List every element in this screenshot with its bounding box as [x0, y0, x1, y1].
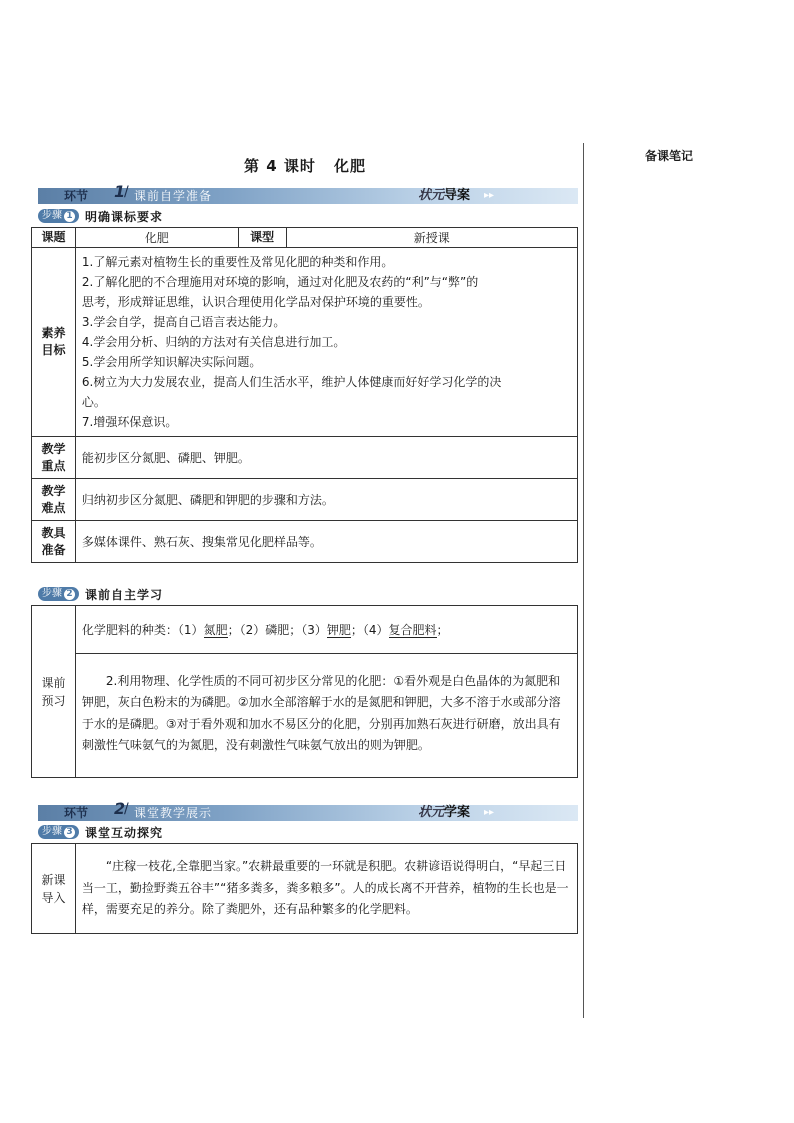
title-topic: 化肥	[333, 157, 366, 175]
goal-line: 1.了解元素对植物生长的重要性及常见化肥的种类和作用。	[81, 255, 394, 269]
key-point-text: 能初步区分氮肥、磷肥、钾肥。	[75, 437, 577, 479]
lesson-goals-table	[31, 227, 578, 563]
goal-line: 4.学会用分析、归纳的方法对有关信息进行加工。	[81, 335, 346, 349]
goal-line: 3.学会自学，提高自己语言表达能力。	[81, 315, 286, 329]
answer-blank: 钾肥	[326, 622, 351, 637]
goal-line: 2.了解化肥的不合理施用对环境的影响，通过对化肥及农药的“利”与“弊”的	[81, 275, 479, 289]
section-banner-2: 环节 2 / 课堂教学展示 状元学案 ▸▸	[38, 805, 578, 821]
intro-paragraph: “庄稼一枝花,全靠肥当家。”农耕最重要的一环就是积肥。农耕谚语说得明白，“早起三日当一工，勤捡野粪五谷丰”“猪多粪多，粪多粮多”。人的成长离不开营养，植物的生长也是一样，需要充足的养分。除了粪肥外，还有品种繁多的化学肥料。	[75, 844, 577, 934]
tools-text: 多媒体课件、熟石灰、搜集常见化肥样品等。	[75, 521, 577, 563]
goals-label: 素养 目标	[32, 248, 76, 437]
difficulty-text: 归纳初步区分氮肥、磷肥和钾肥的步骤和方法。	[75, 479, 577, 521]
notes-divider	[583, 143, 584, 1018]
step-title: 课堂互动探究	[85, 825, 164, 840]
preview-table	[31, 605, 578, 778]
goal-line: 思考，形成辩证思维，认识合理使用化学品对保护环境的重要性。	[81, 295, 430, 309]
lesson-notes-heading: 备课笔记	[645, 149, 694, 163]
cell-topic-value: 化肥	[75, 228, 238, 248]
cell-topic-label: 课题	[32, 228, 76, 248]
tools-label: 教具 准备	[32, 521, 76, 563]
goal-line: 5.学会用所学知识解决实际问题。	[81, 355, 262, 369]
step-title: 课前自主学习	[85, 587, 164, 602]
cell-type-label: 课型	[238, 228, 286, 248]
intro-table	[31, 843, 578, 934]
title-lesson: 第 4 课时	[244, 157, 316, 175]
step-label-2: 步骤 2 课前自主学习	[38, 587, 163, 601]
goals-list	[75, 248, 577, 437]
double-arrow-icon: ▸▸	[484, 807, 495, 818]
answer-blank: 氮肥	[203, 622, 228, 637]
goal-line: 7.增强环保意识。	[81, 415, 178, 429]
step-label-3: 步骤 3 课堂互动探究	[38, 825, 163, 839]
step-label-1: 步骤 1 明确课标要求	[38, 209, 163, 223]
difficulty-label: 教学 难点	[32, 479, 76, 521]
goal-line: 6.树立为大力发展农业，提高人们生活水平，维护人体健康而好好学习化学的决	[81, 375, 502, 389]
fertilizer-types: 化学肥料的种类：（1）氮肥；（2）磷肥；（3）钾肥；（4）复合肥料；	[75, 606, 577, 654]
answer-blank: 复合肥料	[388, 622, 437, 637]
goal-line: 心。	[81, 395, 106, 409]
brand-label: 状元学案	[418, 805, 471, 820]
identification-paragraph: 2.利用物理、化学性质的不同可初步区分常见的化肥：①看外观是白色晶体的为氮肥和钾肥，灰白色粉末的为磷肥。②加水全部溶解于水的是氮肥和钾肥，大多不溶于水或部分溶于水的是磷肥。③对于看外观和加水不易区分的化肥，分别再加熟石灰进行研磨，放出具有刺激性气味氨气的为氮肥，没有刺激性气味氨气放出的则为钾肥。	[75, 654, 577, 778]
section-title: 课前自学准备	[134, 189, 213, 203]
cell-type-value: 新授课	[286, 228, 577, 248]
key-point-label: 教学 重点	[32, 437, 76, 479]
section-banner-1: 环节 1 / 课前自学准备 状元导案 ▸▸	[38, 188, 578, 204]
section-env-label: 环节	[64, 189, 89, 203]
section-number: 1	[114, 182, 126, 201]
brand-label: 状元导案	[418, 188, 471, 203]
section-env-label: 环节	[64, 806, 89, 820]
step-title: 明确课标要求	[85, 209, 164, 224]
preview-label: 课前 预习	[32, 606, 76, 778]
intro-label: 新课 导入	[32, 844, 76, 934]
section-title: 课堂教学展示	[134, 806, 213, 820]
page-title	[0, 155, 610, 176]
double-arrow-icon: ▸▸	[484, 190, 495, 201]
section-number: 2	[114, 799, 126, 818]
